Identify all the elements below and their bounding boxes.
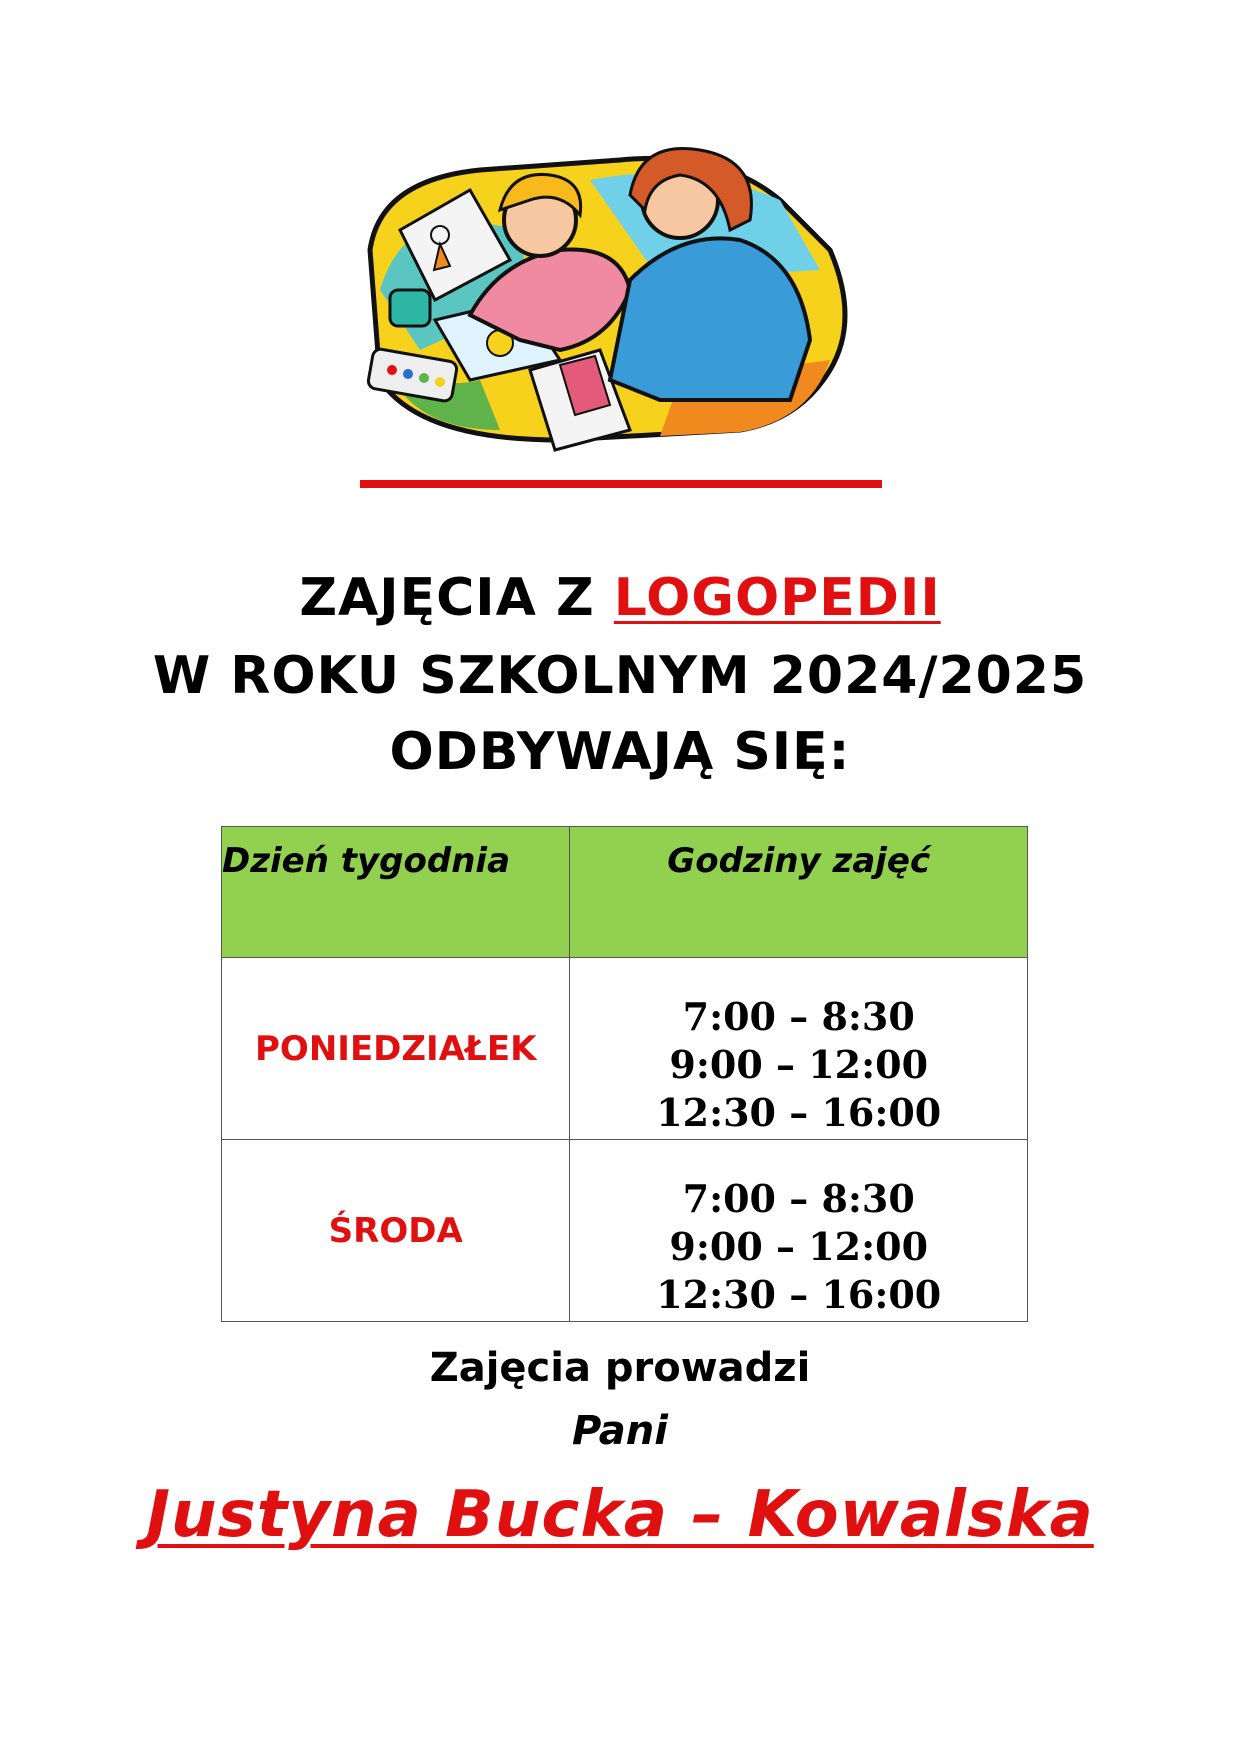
time-slot: 7:00 – 8:30 bbox=[682, 994, 915, 1039]
column-header-hours: Godziny zajęć bbox=[570, 827, 1028, 958]
hours-cell bbox=[570, 958, 1028, 1140]
day-cell: ŚRODA bbox=[222, 1140, 570, 1322]
table-header-row bbox=[222, 827, 1028, 958]
table-row bbox=[222, 1140, 1028, 1322]
time-slot: 9:00 – 12:00 bbox=[669, 1224, 929, 1269]
title-accent-logopedii: LOGOPEDII bbox=[613, 568, 941, 628]
title-line-2: W ROKU SZKOLNYM 2024/2025 bbox=[152, 646, 1088, 706]
title-line-1 bbox=[0, 568, 1240, 628]
time-slot: 12:30 – 16:00 bbox=[656, 1090, 942, 1135]
leader-label: Zajęcia prowadzi bbox=[429, 1345, 811, 1391]
title-line-3: ODBYWAJĄ SIĘ: bbox=[389, 722, 851, 782]
teacher-child-illustration-icon bbox=[360, 140, 880, 470]
time-slot: 12:30 – 16:00 bbox=[656, 1272, 942, 1317]
red-divider-line bbox=[360, 480, 882, 488]
table-row bbox=[222, 958, 1028, 1140]
schedule-table bbox=[221, 826, 1028, 1322]
hours-cell bbox=[570, 1140, 1028, 1322]
teacher-name: Justyna Bucka – Kowalska bbox=[146, 1478, 1094, 1552]
day-cell: PONIEDZIAŁEK bbox=[222, 958, 570, 1140]
time-slot: 9:00 – 12:00 bbox=[669, 1042, 929, 1087]
time-slot: 7:00 – 8:30 bbox=[682, 1176, 915, 1221]
leader-title: Pani bbox=[572, 1408, 668, 1454]
column-header-day: Dzień tygodnia bbox=[222, 827, 570, 958]
title-prefix: ZAJĘCIA Z bbox=[299, 568, 614, 628]
